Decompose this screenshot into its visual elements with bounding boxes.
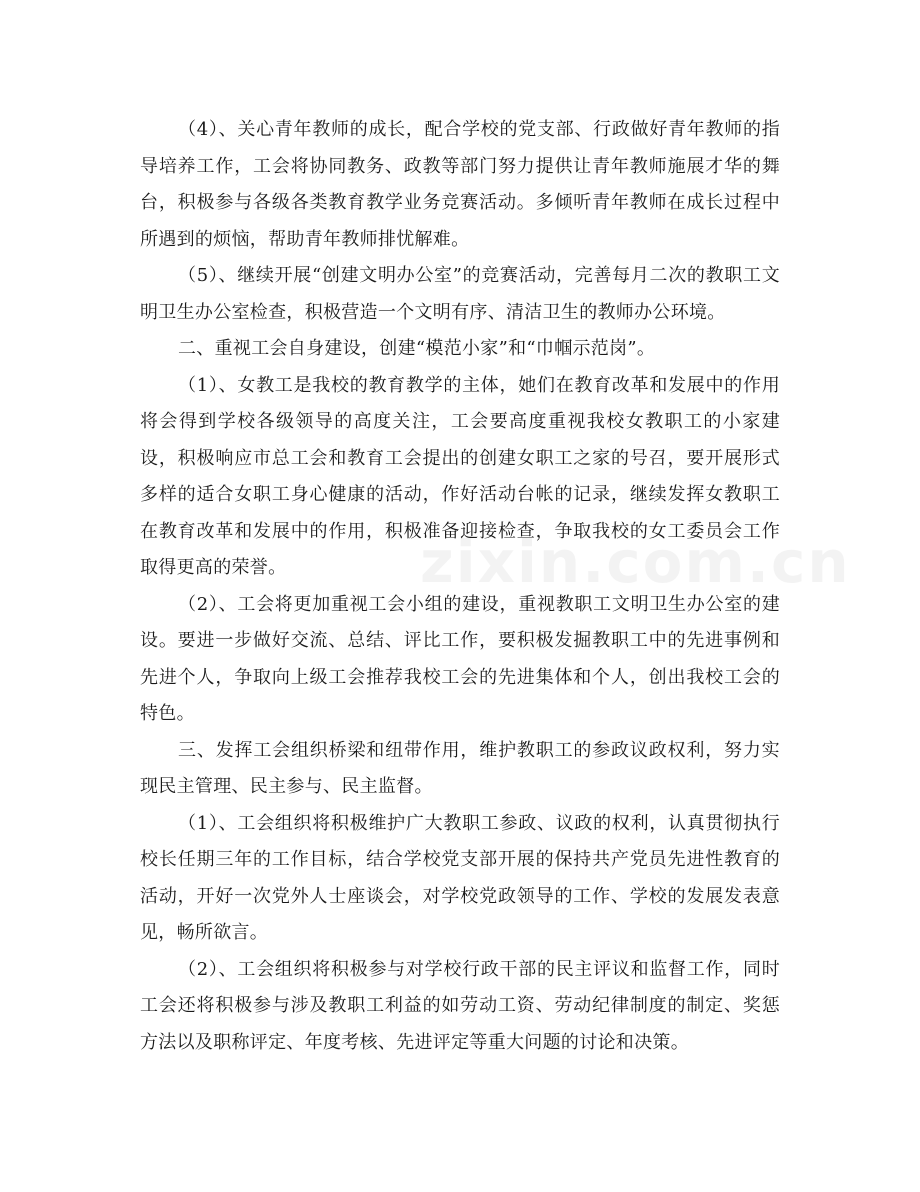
paragraph-item-1: （1）、女教工是我校的教育教学的主体，她们在教育改革和发展中的作用将会得到学校各级领导的高度关注，工会要高度重视我校女教职工的小家建设，积极响应市总工会和教育工会提出的创建女职工之家的号召，要开展形式多样的适合女职工身心健康的活动，作好活动台帐的记录，继续发挥女教职工在教育改革和发展中的作用，积极准备迎接检查，争取我校的女工委员会工作取得更高的荣誉。 [140, 374, 780, 578]
document-body [140, 112, 780, 1061]
section-heading-2: 二、重视工会自身建设，创建“模范小家”和“巾帼示范岗”。 [178, 338, 656, 359]
paragraph-item-2: （2）、工会将更加重视工会小组的建设，重视教职工文明卫生办公室的建设。要进一步做好交流、总结、评比工作，要积极发掘教职工中的先进事例和先进个人，争取向上级工会推荐我校工会的先进集体和个人，创出我校工会的特色。 [140, 593, 780, 724]
section-heading-3: 三、发挥工会组织桥梁和纽带作用，维护教职工的参政议政权利，努力实现民主管理、民主参与、民主监督。 [140, 739, 780, 797]
paragraph-item-5: （5）、继续开展“创建文明办公室”的竞赛活动，完善每月二次的教职工文明卫生办公室检查，积极营造一个文明有序、清洁卫生的教师办公环境。 [140, 265, 780, 323]
paragraph-item-2: （2）、工会组织将积极参与对学校行政干部的民主评议和监督工作，同时工会还将积极参与涉及教职工利益的如劳动工资、劳动纪律制度的制定、奖惩方法以及职称评定、年度考核、先进评定等重大问题的讨论和决策。 [140, 958, 780, 1053]
paragraph-item-4: （4）、关心青年教师的成长，配合学校的党支部、行政做好青年教师的指导培养工作，工会将协同教务、政教等部门努力提供让青年教师施展才华的舞台，积极参与各级各类教育教学业务竞赛活动。多倾听青年教师在成长过程中所遇到的烦恼，帮助青年教师排忧解难。 [140, 119, 780, 250]
paragraph-item-1: （1）、工会组织将积极维护广大教职工参政、议政的权利，认真贯彻执行校长任期三年的工作目标，结合学校党支部开展的保持共产党员先进性教育的活动，开好一次党外人士座谈会，对学校党政领导的工作、学校的发展发表意见，畅所欲言。 [140, 812, 780, 943]
